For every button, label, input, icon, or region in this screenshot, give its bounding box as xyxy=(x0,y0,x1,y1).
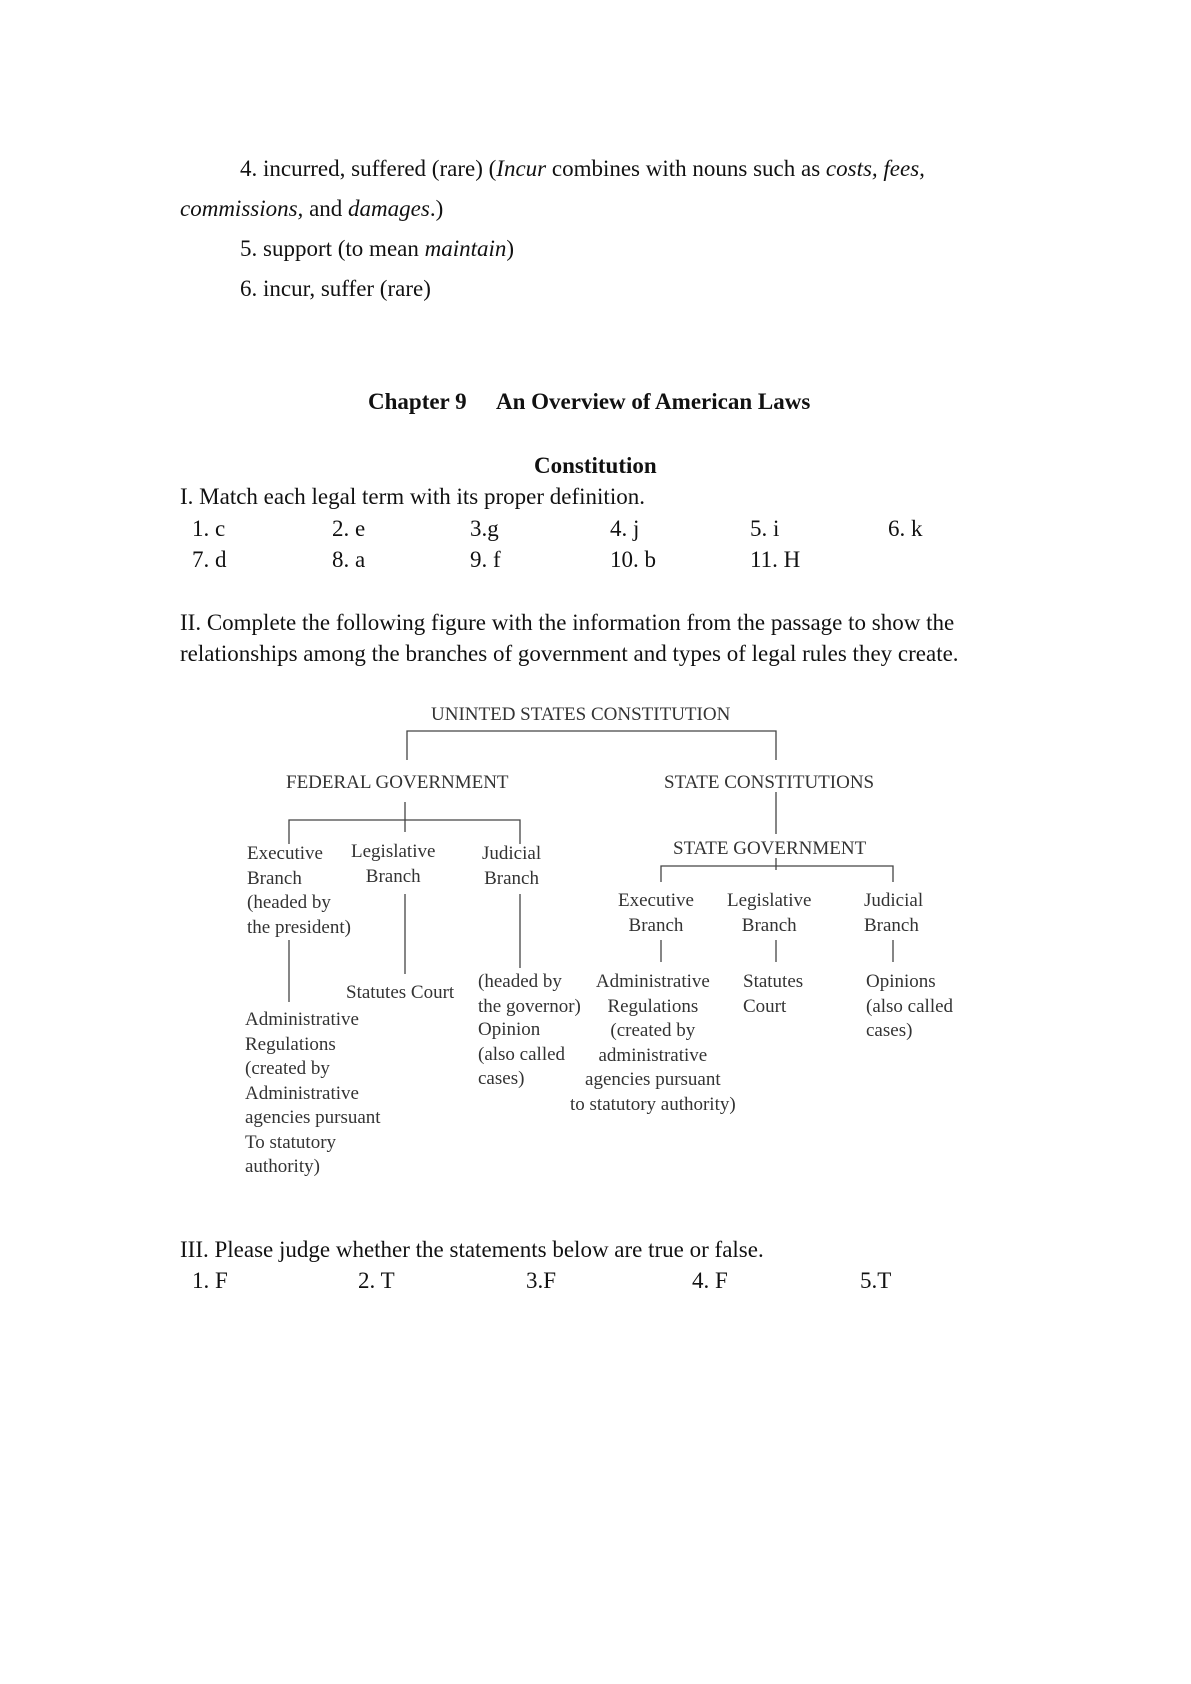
part1-instruction: I. Match each legal term with its proper definition. xyxy=(180,484,645,509)
part1-answer: 6. k xyxy=(888,516,923,541)
part1-answer: 5. i xyxy=(750,516,780,541)
answer-item-5: 5. support (to mean maintain) xyxy=(240,236,515,261)
figure-state-constitutions: STATE CONSTITUTIONS xyxy=(664,772,875,793)
part3-answer: 2. T xyxy=(358,1268,395,1293)
figure-state-legislative: Legislative Branch xyxy=(727,890,812,936)
part1-answer: 2. e xyxy=(332,516,366,541)
part3-instruction: III. Please judge whether the statements below are true or false. xyxy=(180,1237,764,1262)
part3-answer: 4. F xyxy=(692,1268,728,1293)
part1-answer: 11. H xyxy=(750,547,801,572)
figure-state-executive-head: (headed by the governor) xyxy=(478,971,581,1017)
part1-answer: 9. f xyxy=(470,547,501,572)
chapter-number: Chapter 9 xyxy=(368,389,467,414)
part2-instruction-line1: II. Complete the following figure with the information from the passage to show the xyxy=(180,610,955,635)
part1-answer: 10. b xyxy=(610,547,656,572)
figure-federal-government: FEDERAL GOVERNMENT xyxy=(286,772,509,793)
answer-item-4-line1: 4. incurred, suffered (rare) (Incur combines with nouns such as costs, fees, xyxy=(240,156,925,181)
section-title: Constitution xyxy=(534,453,657,478)
figure-state-statutes-court: Statutes Court xyxy=(743,971,804,1017)
figure-state-executive: Executive Branch xyxy=(618,890,694,936)
part1-answer: 8. a xyxy=(332,547,366,572)
figure-state-government: STATE GOVERNMENT xyxy=(673,838,867,859)
part1-answer: 1. c xyxy=(192,516,226,541)
figure-federal-statutes-court: Statutes Court xyxy=(346,982,455,1003)
figure-federal-judicial: Judicial Branch xyxy=(482,843,542,889)
figure-root-constitution: UNINTED STATES CONSTITUTION xyxy=(431,704,731,725)
part1-answer: 4. j xyxy=(610,516,640,541)
part1-answer: 7. d xyxy=(192,547,227,572)
figure-federal-opinion: Opinion (also called cases) xyxy=(478,1019,566,1089)
figure-federal-legislative: Legislative Branch xyxy=(351,841,436,887)
part3-answer: 3.F xyxy=(526,1268,557,1293)
figure-state-judicial: Judicial Branch xyxy=(864,890,924,936)
figure-federal-admin-regulations: Administrative Regulations (created by Administrative agencies pursuant To statutory authority) xyxy=(245,1009,381,1177)
part3-answer: 1. F xyxy=(192,1268,228,1293)
figure-state-opinions: Opinions (also called cases) xyxy=(866,971,954,1041)
figure-federal-executive: Executive Branch (headed by the president) xyxy=(247,843,351,938)
answer-item-6: 6. incur, suffer (rare) xyxy=(240,276,431,301)
part3-answer: 5.T xyxy=(860,1268,892,1293)
answer-item-4-line2: commissions, and damages.) xyxy=(180,196,444,221)
part2-instruction-line2: relationships among the branches of government and types of legal rules they create. xyxy=(180,641,959,666)
figure-state-admin-regulations: Administrative Regulations (created by administrative agencies pursuant to statutory authority) xyxy=(570,971,736,1115)
chapter-title: An Overview of American Laws xyxy=(496,389,811,414)
part1-answer: 3.g xyxy=(470,516,499,541)
